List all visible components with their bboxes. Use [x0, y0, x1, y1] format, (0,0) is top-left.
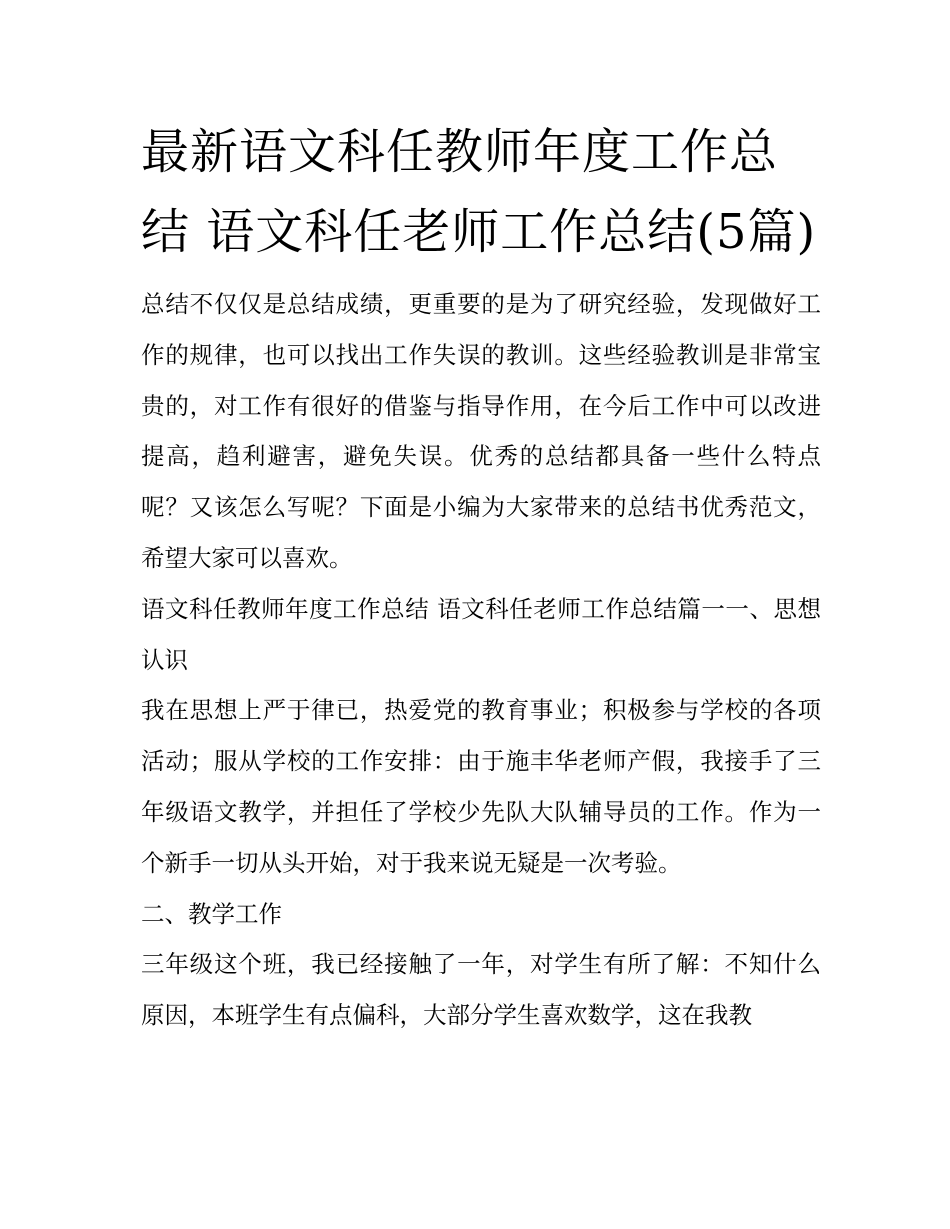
- document-title: 最新语文科任教师年度工作总结 语文科任老师工作总结(5篇): [141, 124, 817, 260]
- section-heading-1: 语文科任教师年度工作总结 语文科任老师工作总结篇一一、思想认识: [141, 594, 821, 674]
- intro-paragraph: 总结不仅仅是总结成绩，更重要的是为了研究经验，发现做好工作的规律，也可以找出工作失误的教训。这些经验教训是非常宝贵的，对工作有很好的借鉴与指导作用，在今后工作中可以改进提高，趋利避害，避免失误。优秀的总结都具备一些什么特点呢？又该怎么写呢？下面是小编为大家带来的总结书优秀范文，希望大家可以喜欢。: [141, 290, 821, 572]
- section-heading-2: 二、教学工作: [141, 899, 282, 928]
- document-page: [141, 112, 821, 1041]
- body-paragraph-1: 我在思想上严于律已，热爱党的教育事业；积极参与学校的各项活动；服从学校的工作安排：由于施丰华老师产假，我接手了三年级语文教学，并担任了学校少先队大队辅导员的工作。作为一个新手一切从头开始，对于我来说无疑是一次考验。: [141, 696, 821, 877]
- body-paragraph-2: 三年级这个班，我已经接触了一年，对学生有所了解：不知什么原因，本班学生有点偏科，大部分学生喜欢数学，这在我教: [141, 950, 821, 1030]
